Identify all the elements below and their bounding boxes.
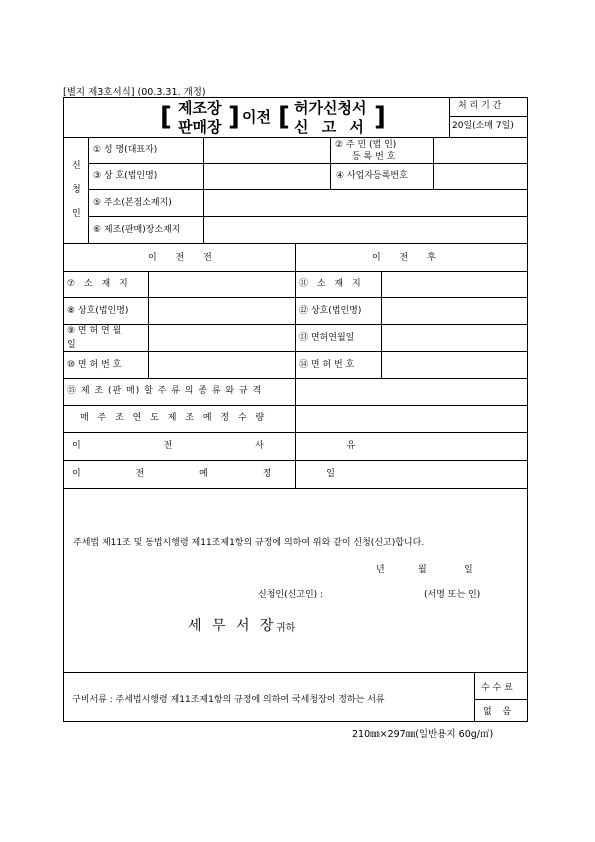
- before-location-label: ⑦ 소 재 지: [67, 279, 131, 289]
- before-header: 이 전 전: [148, 253, 220, 263]
- signature-note: (서명 또는 인): [424, 590, 481, 600]
- liquor-types-label: ⑮ 제 조 (판 매) 할 주 류 의 종 류 와 규 격: [67, 386, 263, 396]
- honorific: 귀하: [276, 623, 296, 634]
- date-day: 일: [464, 565, 473, 575]
- signer-label: 신청인(신고인) :: [258, 590, 324, 600]
- biz-reg-no-label: ④ 사업자등록번호: [336, 171, 408, 181]
- biz-reg-no-field[interactable]: [434, 164, 527, 188]
- before-license-date-field[interactable]: [149, 325, 294, 350]
- applicant-label-2: 청: [72, 185, 81, 195]
- processing-period-label: 처 리 기 간: [458, 101, 502, 111]
- applicant-label-3: 인: [72, 209, 81, 219]
- resident-no-field[interactable]: [434, 138, 527, 162]
- title-relocation: 이전: [242, 108, 271, 126]
- name-label: ① 성 명(대표자): [93, 145, 158, 155]
- annual-volume-field[interactable]: [296, 406, 527, 431]
- trade-name-field[interactable]: [204, 164, 329, 188]
- before-trade-name-field[interactable]: [149, 298, 294, 323]
- statement-text: 주세법 제11조 및 동법시행령 제11조제1항의 규정에 의하여 위와 같이 신청(신고)합니다.: [73, 538, 425, 548]
- title-bracket-open-2: [: [278, 102, 290, 132]
- reason-label: 이 전 사 유: [72, 441, 396, 451]
- after-license-date-field[interactable]: [382, 325, 527, 350]
- documents-note: 구비서류 : 주세법시행령 제11조제1항의 규정에 의하여 국세청장이 정하는 서류: [72, 695, 385, 705]
- after-trade-name-label: ⑫ 상호(법인명): [299, 306, 362, 316]
- paper-spec: 210㎜×297㎜(일반용지 60g/㎡): [352, 729, 494, 740]
- trade-name-label: ③ 상 호(법인명): [93, 171, 158, 181]
- title-bracket-close-2: ]: [374, 102, 386, 132]
- after-license-no-label: ⑭ 면 허 번 호: [299, 360, 355, 370]
- form-caption: [별지 제3호서식] (00.3.31. 개정): [63, 87, 206, 98]
- site-address-label: ⑥ 제조(판매)장소재지: [93, 225, 181, 235]
- processing-period-value: 20일(소매 7일): [452, 121, 514, 131]
- before-license-date-label-2: 일: [67, 340, 76, 350]
- title-bracket-close: ]: [228, 102, 240, 132]
- annual-volume-label: 매 주 조 연 도 제 조 예 정 수 량: [80, 413, 268, 423]
- after-location-field[interactable]: [382, 272, 527, 296]
- reason-field[interactable]: [296, 433, 527, 459]
- title-report: 신 고 서: [294, 118, 368, 136]
- recipient: 세 무 서 장: [188, 618, 277, 634]
- after-license-date-label: ⑬ 면허연월일: [299, 333, 355, 343]
- before-license-no-field[interactable]: [149, 352, 294, 377]
- address-label: ⑤ 주소(본점소재지): [93, 198, 172, 208]
- name-field[interactable]: [204, 138, 329, 162]
- liquor-types-field[interactable]: [296, 379, 527, 404]
- fee-value: 없 음: [483, 707, 516, 717]
- fee-label: 수 수 료: [481, 683, 513, 693]
- date-month: 월: [418, 565, 427, 575]
- title-store: 판매장: [178, 118, 222, 136]
- title-permit-application: 허가신청서: [294, 99, 367, 117]
- before-location-field[interactable]: [149, 272, 294, 296]
- date-year: 년: [376, 565, 385, 575]
- scheduled-date-field[interactable]: [296, 461, 527, 487]
- applicant-label-1: 신: [72, 161, 81, 171]
- after-license-no-field[interactable]: [382, 352, 527, 377]
- scheduled-date-label: 이 전 예 정 일: [72, 469, 361, 479]
- before-license-no-label: ⑩ 면 허 번 호: [67, 360, 122, 370]
- before-trade-name-label: ⑧ 상호(법인명): [67, 306, 129, 316]
- after-location-label: ⑪ 소 재 지: [299, 279, 364, 289]
- address-field[interactable]: [204, 190, 527, 215]
- title-bracket-open: [: [160, 102, 172, 132]
- before-license-date-label-1: ⑨ 면 허 연 월: [67, 326, 122, 336]
- resident-no-label-2: 등 록 번 호: [352, 152, 396, 162]
- after-header: 이 전 후: [372, 253, 444, 263]
- resident-no-label-1: ② 주 민 (법 인): [335, 140, 397, 150]
- after-trade-name-field[interactable]: [382, 298, 527, 323]
- site-address-field[interactable]: [204, 217, 527, 242]
- title-factory: 제조장: [178, 99, 222, 117]
